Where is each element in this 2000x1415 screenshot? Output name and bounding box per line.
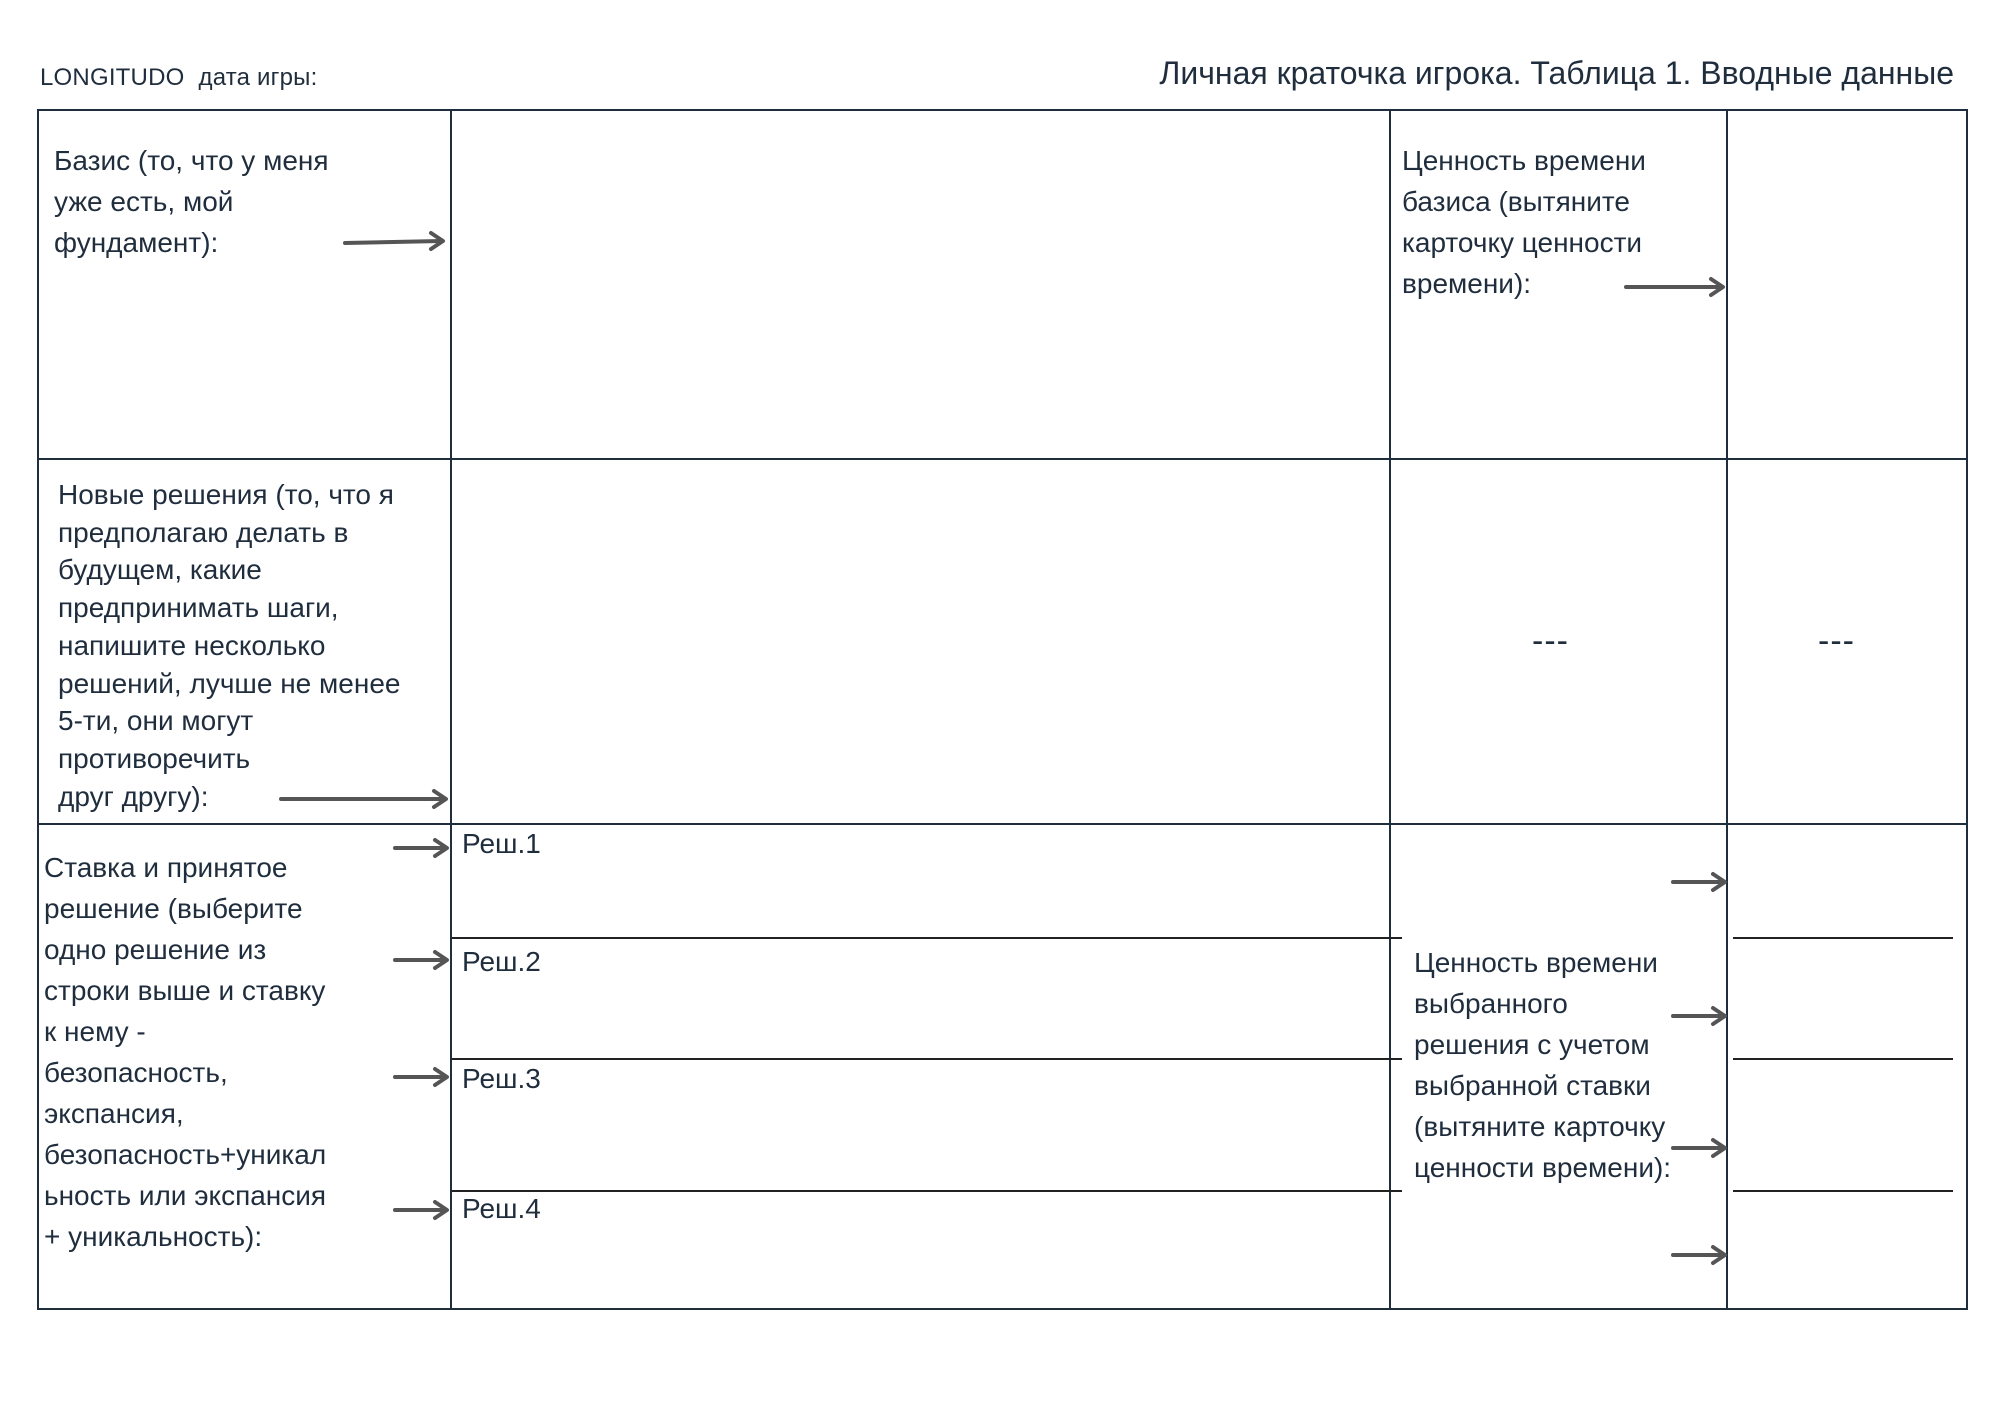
solution-2-arrow-icon xyxy=(395,950,451,970)
stake-label-line: безопасность+уникал xyxy=(44,1139,327,1170)
new-solutions-label-line: предпринимать шаги, xyxy=(58,592,339,624)
basis-time-value-label-line: базиса (вытяните xyxy=(1402,186,1630,217)
solution-1-label: Реш.1 xyxy=(462,828,541,859)
stake-label-line: + уникальность): xyxy=(44,1221,263,1252)
stake-label-line: безопасность, xyxy=(44,1057,228,1088)
basis-label-line: Базис (то, что у меня xyxy=(54,145,329,176)
new-solutions-col3-placeholder: --- xyxy=(1532,622,1569,660)
chosen-time-value-label-line: Ценность времени xyxy=(1414,947,1658,978)
chosen-time-value-label-line: выбранного xyxy=(1414,988,1568,1019)
basis-time-value-label-line: карточку ценности xyxy=(1402,227,1643,258)
new-solutions-col4-placeholder: --- xyxy=(1818,622,1855,660)
stake-label-line: решение (выберите xyxy=(44,893,303,924)
chosen-value-1-arrow-icon xyxy=(1673,872,1729,892)
solution-2-label: Реш.2 xyxy=(462,946,541,977)
new-solutions-label-line: 5-ти, они могут xyxy=(58,705,254,737)
basis-label-line: фундамент): xyxy=(54,227,219,258)
basis-time-value-label-line: Ценность времени xyxy=(1402,145,1646,176)
game-date-label: дата игры: xyxy=(198,64,318,91)
stake-label-line: экспансия, xyxy=(44,1098,184,1129)
chosen-time-value-label-line: (вытяните карточку xyxy=(1414,1111,1666,1142)
solution-1-arrow-icon xyxy=(395,838,451,858)
stake-label-line: к нему - xyxy=(44,1016,146,1047)
chosen-value-4-arrow-icon xyxy=(1673,1245,1729,1265)
stake-label-line: ьность или экспансия xyxy=(44,1180,327,1211)
basis-value-arrow-icon xyxy=(1626,277,1728,297)
basis-time-value-label-line: времени): xyxy=(1402,268,1532,299)
chosen-time-value-label-line: выбранной ставки xyxy=(1414,1070,1651,1101)
new-solutions-arrow-icon xyxy=(281,789,451,809)
new-solutions-label-line: друг другу): xyxy=(58,780,209,812)
new-solutions-label-line: противоречить xyxy=(58,742,251,774)
basis-label-line: уже есть, мой xyxy=(54,186,234,217)
solution-3-label: Реш.3 xyxy=(462,1063,541,1094)
chosen-time-value-label-line: решения с учетом xyxy=(1414,1029,1650,1060)
stake-label-line: одно решение из xyxy=(44,934,267,965)
basis-arrow-icon xyxy=(345,231,450,251)
new-solutions-label-line: будущем, какие xyxy=(58,554,262,586)
chosen-value-2-arrow-icon xyxy=(1673,1006,1729,1026)
new-solutions-label-line: напишите несколько xyxy=(58,629,326,661)
solution-4-arrow-icon xyxy=(395,1200,451,1220)
new-solutions-label-line: решений, лучше не менее xyxy=(58,667,401,699)
new-solutions-label-line: предполагаю делать в xyxy=(58,516,349,548)
stake-label-line: строки выше и ставку xyxy=(44,975,326,1006)
stake-label-line: Ставка и принятое xyxy=(44,852,288,883)
new-solutions-label-line: Новые решения (то, что я xyxy=(58,479,394,510)
page-title: Личная краточка игрока. Таблица 1. Вводные данные xyxy=(1159,55,1954,91)
chosen-value-3-arrow-icon xyxy=(1673,1138,1729,1158)
brand-name: LONGITUDO xyxy=(40,64,185,91)
solution-4-label: Реш.4 xyxy=(462,1193,541,1224)
chosen-time-value-label-line: ценности времени): xyxy=(1414,1152,1672,1183)
solution-3-arrow-icon xyxy=(395,1067,451,1087)
